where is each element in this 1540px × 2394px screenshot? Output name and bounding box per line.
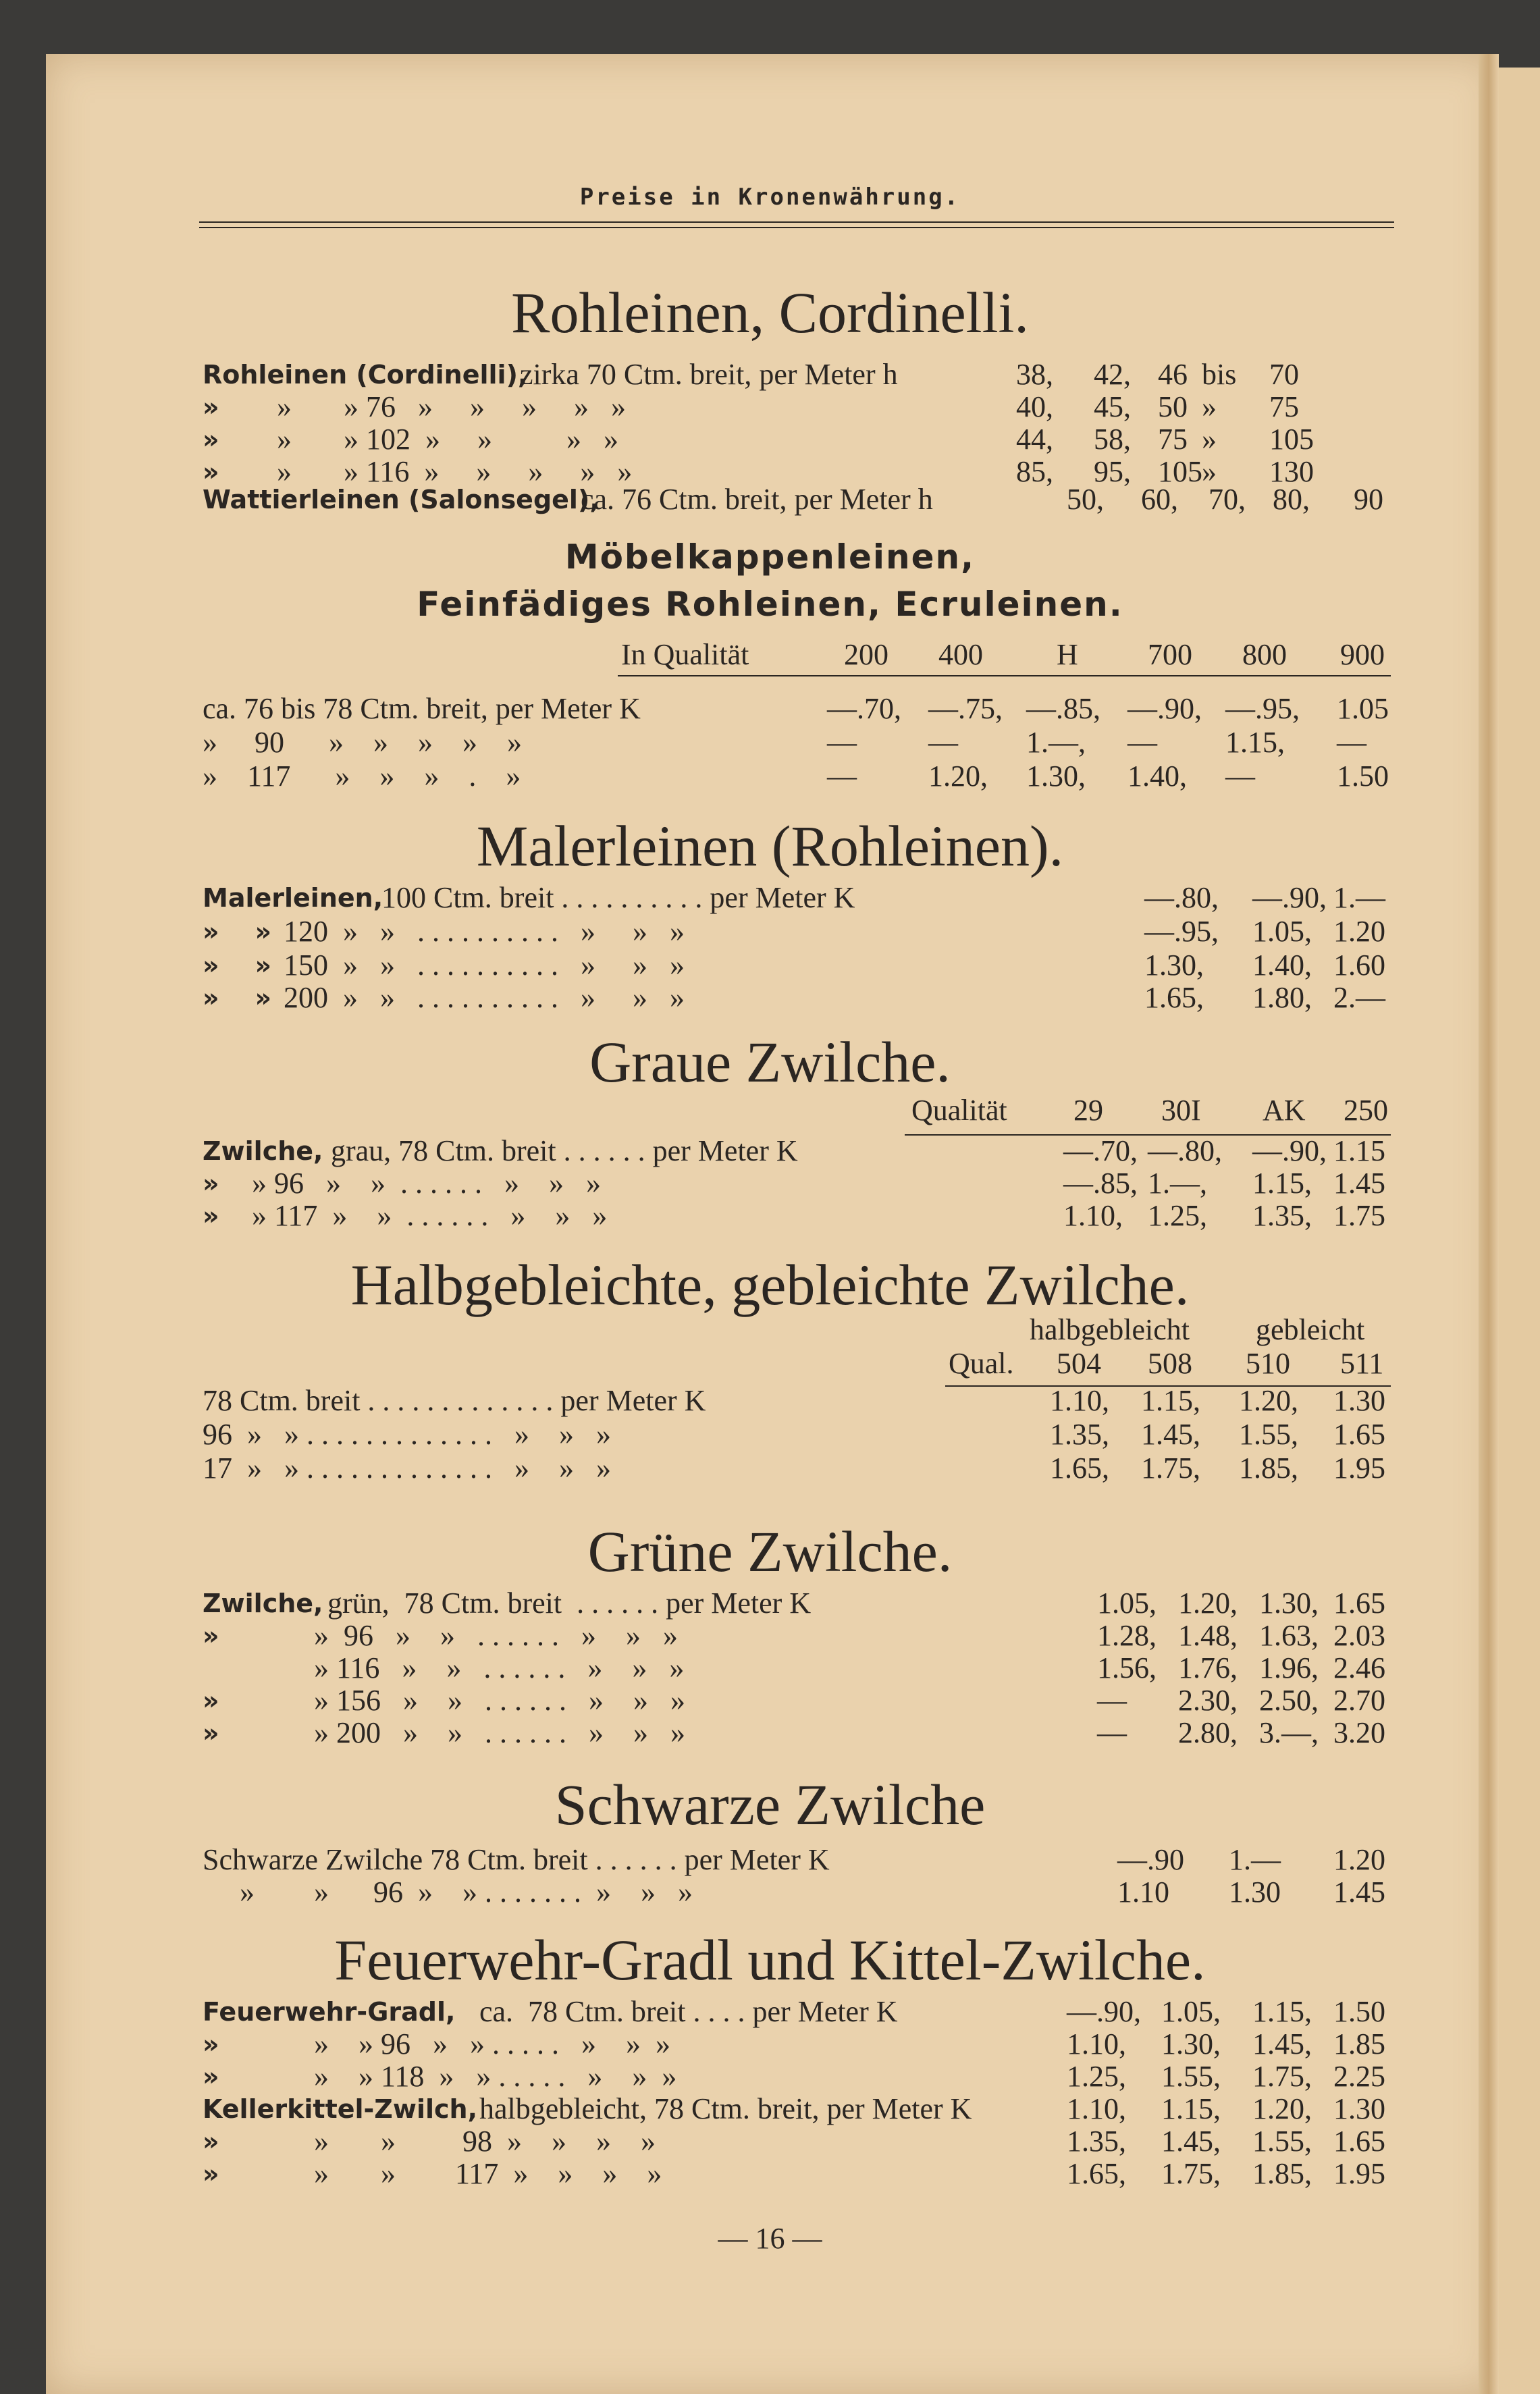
price-row	[203, 881, 1391, 915]
price-cell: 1.20,	[928, 760, 988, 793]
price-cell: 1.75,	[1161, 2157, 1221, 2190]
row-label-bold: Zwilche,	[203, 1589, 323, 1618]
price-cell: —.90,	[1252, 881, 1327, 914]
row-label: 120 » » . . . . . . . . . . » » »	[284, 915, 685, 948]
price-row	[203, 1587, 1391, 1620]
price-cell: —	[928, 726, 958, 759]
price-cell: 1.10	[1117, 1876, 1169, 1909]
row-label: » 200 » » . . . . . . » » »	[277, 1716, 685, 1749]
price-cell: 2.46	[1333, 1651, 1385, 1684]
row-label-bold: »	[203, 1718, 219, 1748]
row-label: » 156 » » . . . . . . » » »	[277, 1684, 685, 1717]
price-cell: 44,	[1016, 423, 1053, 456]
row-label: » 96 » » . . . . . . » » »	[230, 1167, 601, 1200]
price-row	[203, 1716, 1391, 1750]
section-title: Malerleinen (Rohleinen).	[476, 814, 1064, 878]
row-label: 78 Ctm. breit . . . . . . . . . . . . . per Meter K	[203, 1384, 706, 1417]
row-label: » 90 » » » » »	[203, 726, 537, 759]
price-cell: 1.65,	[1067, 2157, 1126, 2190]
row-label-bold: »	[203, 2029, 219, 2059]
row-label: » » 76 » » » » »	[277, 390, 633, 423]
column-header-quality: 250	[1344, 1094, 1388, 1127]
price-cell: 1.60	[1333, 949, 1385, 982]
price-cell: 1.65	[1333, 1418, 1385, 1451]
column-header-quality: 400	[938, 638, 983, 671]
row-label-bold: »	[203, 392, 219, 422]
column-header-label: Qualität	[911, 1094, 1007, 1127]
price-cell: 2.70	[1333, 1684, 1385, 1717]
price-row	[203, 949, 1391, 982]
section-title: Schwarze Zwilche	[554, 1772, 986, 1837]
row-label: Schwarze Zwilche 78 Ctm. breit . . . . . . per Meter K	[203, 1843, 830, 1876]
row-label-bold: »	[203, 2159, 219, 2189]
price-row	[203, 1876, 1391, 1909]
price-cell: 60,	[1141, 483, 1178, 516]
row-label-bold: » »	[203, 983, 272, 1013]
price-row	[203, 2092, 1391, 2126]
price-cell: 1.65,	[1050, 1452, 1109, 1485]
price-cell: 1.30,	[1026, 760, 1086, 793]
row-label: zirka 70 Ctm. breit, per Meter h	[520, 358, 898, 391]
row-label: halbgebleicht, 78 Ctm. breit, per Meter K	[479, 2092, 972, 2125]
row-label: 150 » » . . . . . . . . . . » » »	[284, 949, 685, 982]
price-row	[203, 1134, 1391, 1168]
price-cell: 1.55,	[1252, 2125, 1312, 2158]
section-title: Möbelkappenleinen,	[564, 537, 976, 577]
row-label: » » 117 » » » »	[277, 2157, 662, 2190]
price-cell: 75	[1269, 390, 1299, 423]
price-row	[203, 390, 1391, 424]
price-cell: 1.10,	[1050, 1384, 1109, 1417]
price-cell: 1.45,	[1161, 2125, 1221, 2158]
column-header-quality: 510	[1246, 1347, 1290, 1380]
price-cell: 1.10,	[1063, 1199, 1123, 1232]
price-row	[203, 2157, 1391, 2191]
price-cell: 2.03	[1333, 1619, 1385, 1652]
row-label: 96 » » . . . . . . . . . . . . . » » »	[203, 1418, 611, 1451]
running-head: Preise in Kronenwährung.	[579, 184, 961, 211]
price-cell: 1.30,	[1259, 1587, 1319, 1620]
price-cell: 1.76,	[1178, 1651, 1238, 1684]
row-label: » » 96 » » . . . . . » » »	[277, 2027, 670, 2060]
price-cell: 1.05,	[1252, 915, 1312, 948]
price-cell: 1.15,	[1252, 1167, 1312, 1200]
row-label: » » 98 » » » »	[277, 2125, 656, 2158]
price-cell: 1.45	[1333, 1167, 1385, 1200]
row-label: » » 96 » » . . . . . . . » » »	[203, 1876, 693, 1909]
price-cell: 1.—,	[1026, 726, 1086, 759]
price-row	[203, 692, 1391, 726]
price-row	[203, 726, 1391, 760]
price-row	[203, 358, 1391, 392]
column-header-label: In Qualität	[621, 638, 749, 671]
price-cell: 1.48,	[1178, 1619, 1238, 1652]
price-row	[203, 1452, 1391, 1485]
price-cell: 1.55,	[1161, 2060, 1221, 2093]
row-label-bold: » »	[203, 917, 272, 947]
price-cell: 1.95	[1333, 2157, 1385, 2190]
price-cell: 1.30,	[1144, 949, 1204, 982]
price-cell: —.95,	[1225, 692, 1300, 725]
price-row	[203, 1384, 1391, 1418]
price-cell: 1.55,	[1239, 1418, 1298, 1451]
price-cell: 1.15,	[1161, 2092, 1221, 2125]
price-cell: —	[1225, 760, 1255, 793]
page-number: — 16 —	[718, 2222, 822, 2255]
price-cell: 1.—	[1333, 881, 1385, 914]
row-label: 17 » » . . . . . . . . . . . . . » » »	[203, 1452, 611, 1485]
row-label-bold: »	[203, 457, 219, 487]
row-label-bold: »	[203, 2127, 219, 2156]
price-cell: 1.20,	[1252, 2092, 1312, 2125]
price-cell: 1.10,	[1067, 2092, 1126, 2125]
price-cell: 1.30	[1333, 1384, 1385, 1417]
row-label-bold: » »	[203, 951, 272, 980]
row-label: ca. 78 Ctm. breit . . . . per Meter K	[479, 1995, 898, 2028]
price-cell: 2.—	[1333, 981, 1385, 1014]
section-title: Rohleinen, Cordinelli.	[511, 280, 1029, 345]
price-row	[203, 1418, 1391, 1452]
price-cell: 46	[1158, 358, 1188, 391]
price-cell: 3.20	[1333, 1716, 1385, 1749]
price-cell: —.90	[1117, 1843, 1184, 1876]
price-cell: 1.15,	[1252, 1995, 1312, 2028]
row-label: ca. 76 bis 78 Ctm. breit, per Meter K	[203, 692, 641, 725]
price-cell: 1.63,	[1259, 1619, 1319, 1652]
price-cell: —.90,	[1252, 1134, 1327, 1167]
row-label: 200 » » . . . . . . . . . . » » »	[284, 981, 685, 1014]
column-header-quality: 900	[1340, 638, 1385, 671]
row-label-bold: »	[203, 1621, 219, 1651]
price-cell: 1.56,	[1097, 1651, 1157, 1684]
price-cell: 85,	[1016, 455, 1053, 488]
price-cell: 1.05,	[1161, 1995, 1221, 2028]
price-row	[203, 1684, 1391, 1718]
row-label-bold: Rohleinen (Cordinelli),	[203, 360, 528, 390]
price-cell: 38,	[1016, 358, 1053, 391]
column-header-quality: 511	[1340, 1347, 1384, 1380]
price-cell: —.85,	[1063, 1167, 1138, 1200]
price-cell: 1.10,	[1067, 2027, 1126, 2060]
price-cell: 70,	[1209, 483, 1246, 516]
row-label-bold: »	[203, 1169, 219, 1198]
price-cell: 1.85,	[1252, 2157, 1312, 2190]
price-cell: 1.15,	[1141, 1384, 1200, 1417]
price-cell: »	[1202, 423, 1217, 456]
price-cell: »	[1202, 455, 1217, 488]
price-cell: 2.50,	[1259, 1684, 1319, 1717]
price-cell: 1.28,	[1097, 1619, 1157, 1652]
price-cell: —.90,	[1067, 1995, 1141, 2028]
price-cell: —.75,	[928, 692, 1003, 725]
price-cell: 80,	[1273, 483, 1310, 516]
price-cell: 58,	[1094, 423, 1131, 456]
price-cell: 1.20,	[1178, 1587, 1238, 1620]
price-cell: 90	[1354, 483, 1383, 516]
price-cell: 1.25,	[1148, 1199, 1207, 1232]
price-cell: 1.50	[1337, 760, 1389, 793]
price-cell: 1.15,	[1225, 726, 1285, 759]
price-cell: 1.75,	[1141, 1452, 1200, 1485]
row-label: 100 Ctm. breit . . . . . . . . . . per Meter K	[381, 881, 855, 914]
price-cell: 1.65,	[1144, 981, 1204, 1014]
price-cell: 45,	[1094, 390, 1131, 423]
column-header-quality: 29	[1073, 1094, 1103, 1127]
price-cell: 1.65	[1333, 1587, 1385, 1620]
price-cell: —	[1097, 1716, 1127, 1749]
price-cell: 1.30,	[1161, 2027, 1221, 2060]
price-row	[203, 2027, 1391, 2061]
price-cell: 2.25	[1333, 2060, 1385, 2093]
price-cell: 1.35,	[1252, 1199, 1312, 1232]
row-label-bold: »	[203, 2062, 219, 2092]
price-cell: —.80,	[1144, 881, 1219, 914]
column-header-quality: 800	[1242, 638, 1287, 671]
column-header-quality: 200	[844, 638, 888, 671]
price-cell: 1.95	[1333, 1452, 1385, 1485]
price-cell: 1.30	[1229, 1876, 1281, 1909]
price-cell: —.85,	[1026, 692, 1100, 725]
price-cell: —.90,	[1127, 692, 1202, 725]
price-cell: 95,	[1094, 455, 1131, 488]
price-cell: 1.30	[1333, 2092, 1385, 2125]
price-cell: 1.—	[1229, 1843, 1281, 1876]
header-rule	[199, 221, 1394, 223]
header-rule-2	[199, 227, 1394, 228]
price-cell: 1.85	[1333, 2027, 1385, 2060]
column-header-quality: 508	[1148, 1347, 1192, 1380]
price-cell: 50,	[1067, 483, 1104, 516]
page-gutter	[1479, 54, 1499, 2394]
price-cell: 1.05	[1337, 692, 1389, 725]
price-cell: 2.30,	[1178, 1684, 1238, 1717]
price-cell: —.95,	[1144, 915, 1219, 948]
price-cell: —.80,	[1148, 1134, 1222, 1167]
price-row	[203, 1199, 1391, 1233]
price-cell: 1.—,	[1148, 1167, 1207, 1200]
section-subtitle: Feinfädiges Rohleinen, Ecruleinen.	[417, 585, 1123, 624]
row-label: grau, 78 Ctm. breit . . . . . . per Meter K	[331, 1134, 798, 1167]
price-cell: 1.96,	[1259, 1651, 1319, 1684]
price-cell: »	[1202, 390, 1217, 423]
price-cell: 70	[1269, 358, 1299, 391]
price-cell: 1.20	[1333, 1843, 1385, 1876]
price-row	[203, 760, 1391, 793]
price-cell: 1.45,	[1252, 2027, 1312, 2060]
column-header-quality: 700	[1148, 638, 1192, 671]
price-cell: 1.15	[1333, 1134, 1385, 1167]
row-label-bold: »	[203, 1686, 219, 1715]
price-cell: —	[827, 760, 857, 793]
row-label-bold: Wattierleinen (Salonsegel),	[203, 485, 600, 514]
price-cell: 1.45,	[1141, 1418, 1200, 1451]
row-label: grün, 78 Ctm. breit . . . . . . per Meter K	[327, 1587, 812, 1620]
row-label-bold: Zwilche,	[203, 1136, 323, 1166]
price-row	[203, 483, 1391, 516]
price-cell: —	[1097, 1684, 1127, 1717]
price-cell: 1.35,	[1050, 1418, 1109, 1451]
group-label: gebleicht	[1256, 1313, 1365, 1346]
section-title: Halbgebleichte, gebleichte Zwilche.	[350, 1252, 1190, 1317]
price-row	[203, 915, 1391, 949]
price-row	[203, 1619, 1391, 1653]
price-cell: —	[1127, 726, 1157, 759]
price-cell: 105	[1158, 455, 1202, 488]
column-header-quality: H	[1057, 638, 1078, 671]
row-label-bold: »	[203, 425, 219, 454]
price-cell: 130	[1269, 455, 1314, 488]
price-cell: 1.20	[1333, 915, 1385, 948]
price-cell: 1.75,	[1252, 2060, 1312, 2093]
row-label: » 116 » » . . . . . . » » »	[277, 1651, 685, 1684]
price-cell: 3.—,	[1259, 1716, 1319, 1749]
row-label: » 96 » » . . . . . . » » »	[277, 1619, 678, 1652]
row-label: ca. 76 Ctm. breit, per Meter h	[581, 483, 933, 516]
price-cell: 1.05,	[1097, 1587, 1157, 1620]
price-cell: 1.45	[1333, 1876, 1385, 1909]
section-title: Grüne Zwilche.	[587, 1519, 953, 1584]
price-cell: —.70,	[827, 692, 901, 725]
price-cell: 1.40,	[1252, 949, 1312, 982]
price-cell: 1.85,	[1239, 1452, 1298, 1485]
price-cell: 1.35,	[1067, 2125, 1126, 2158]
row-label: » » 116 » » » » »	[277, 455, 640, 488]
price-row	[203, 1995, 1391, 2029]
price-cell: 2.80,	[1178, 1716, 1238, 1749]
price-row	[203, 1843, 1391, 1877]
price-row	[203, 981, 1391, 1015]
column-header-label: Qual.	[949, 1347, 1014, 1380]
row-label: » 117 » » . . . . . . » » »	[230, 1199, 608, 1232]
price-cell: bis	[1202, 358, 1237, 391]
row-label: » » 118 » » . . . . . » » »	[277, 2060, 677, 2093]
section-title: Graue Zwilche.	[589, 1030, 951, 1094]
row-label-bold: »	[203, 1201, 219, 1231]
table-rule	[618, 675, 1391, 676]
adjacent-page-edge	[1493, 68, 1540, 2394]
price-cell: 1.40,	[1127, 760, 1187, 793]
price-cell: 1.50	[1333, 1995, 1385, 2028]
price-cell: 1.75	[1333, 1199, 1385, 1232]
column-header-quality: 30I	[1161, 1094, 1201, 1127]
price-cell: 75	[1158, 423, 1188, 456]
column-header-quality: 504	[1057, 1347, 1101, 1380]
price-cell: —	[1337, 726, 1366, 759]
row-label: » » 102 » » » »	[277, 423, 626, 456]
price-row	[203, 1651, 1391, 1685]
price-row	[203, 1167, 1391, 1200]
price-cell: —	[827, 726, 857, 759]
price-cell: 1.65	[1333, 2125, 1385, 2158]
row-label-bold: Malerleinen,	[203, 883, 383, 913]
price-cell: 50	[1158, 390, 1188, 423]
row-label-bold: Feuerwehr-Gradl,	[203, 1997, 456, 2027]
column-header-quality: AK	[1263, 1094, 1306, 1127]
row-label-bold: Kellerkittel-Zwilch,	[203, 2094, 478, 2124]
price-cell: 1.80,	[1252, 981, 1312, 1014]
price-cell: 105	[1269, 423, 1314, 456]
price-cell: 42,	[1094, 358, 1131, 391]
price-cell: 40,	[1016, 390, 1053, 423]
price-row	[203, 2060, 1391, 2094]
row-label: » 117 » » » . »	[203, 760, 536, 793]
price-row	[203, 423, 1391, 456]
section-title: Feuerwehr-Gradl und Kittel-Zwilche.	[334, 1927, 1206, 1992]
price-row	[203, 2125, 1391, 2158]
group-label: halbgebleicht	[1030, 1313, 1190, 1346]
price-cell: 1.25,	[1067, 2060, 1126, 2093]
price-cell: —.70,	[1063, 1134, 1138, 1167]
price-cell: 1.20,	[1239, 1384, 1298, 1417]
